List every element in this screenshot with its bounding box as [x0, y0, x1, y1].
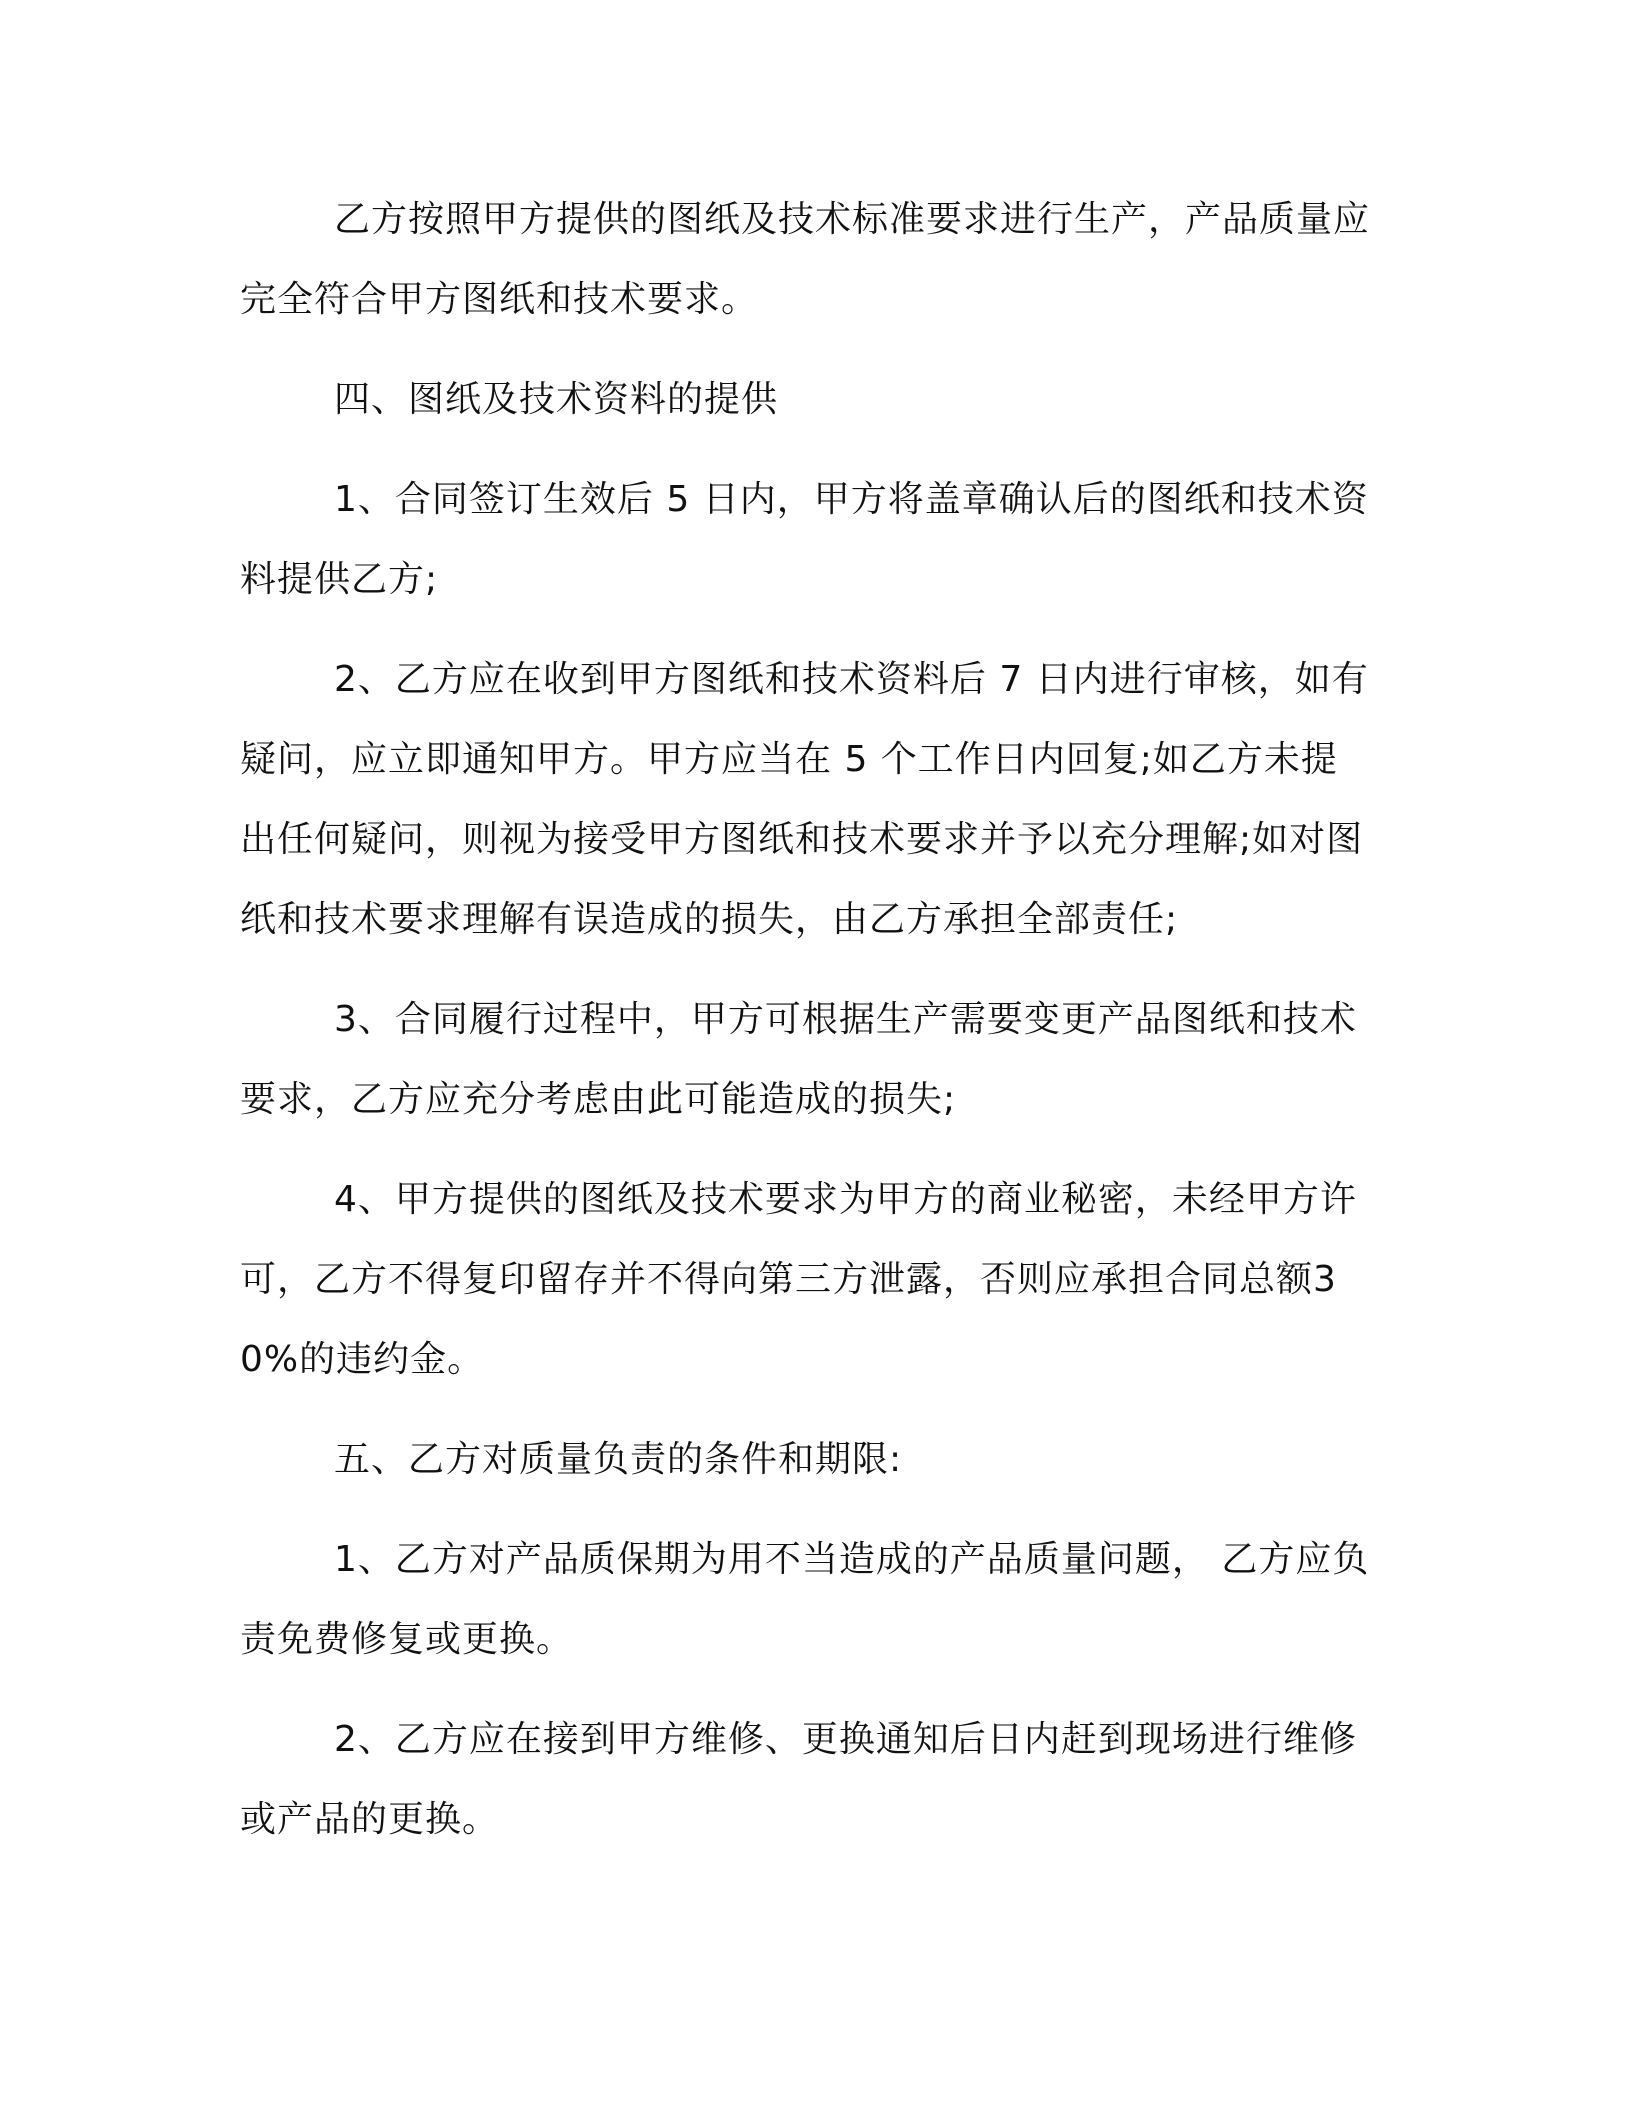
paragraph-4-4: 4、甲方提供的图纸及技术要求为甲方的商业秘密，未经甲方许可，乙方不得复印留存并不得向第三方泄露，否则应承担合同总额30%的违约金。: [240, 1179, 1357, 1380]
paragraph-5-2: 2、乙方应在接到甲方维修、更换通知后日内赶到现场进行维修或产品的更换。: [240, 1719, 1357, 1840]
document-body: [240, 180, 1370, 1880]
paragraph-4-2: 2、乙方应在收到甲方图纸和技术资料后 7 日内进行审核，如有疑问，应立即通知甲方。甲方应当在 5 个工作日内回复;如乙方未提出任何疑问，则视为接受甲方图纸和技术要求并予以充分理解;如对图纸和技术要求理解有误造成的损失，由乙方承担全部责任;: [240, 659, 1369, 940]
paragraph-quality-intro: 乙方按照甲方提供的图纸及技术标准要求进行生产，产品质量应完全符合甲方图纸和技术要求。: [240, 199, 1371, 320]
paragraph-4-3: 3、合同履行过程中，甲方可根据生产需要变更产品图纸和技术要求，乙方应充分考虑由此可能造成的损失;: [240, 999, 1357, 1120]
section-heading-5: 五、乙方对质量负责的条件和期限:: [334, 1439, 903, 1480]
section-heading-4: 四、图纸及技术资料的提供: [334, 379, 779, 420]
paragraph-5-1: 1、乙方对产品质保期为用不当造成的产品质量问题， 乙方应负责免费修复或更换。: [240, 1539, 1370, 1660]
paragraph-4-1: 1、合同签订生效后 5 日内，甲方将盖章确认后的图纸和技术资料提供乙方;: [240, 479, 1369, 600]
